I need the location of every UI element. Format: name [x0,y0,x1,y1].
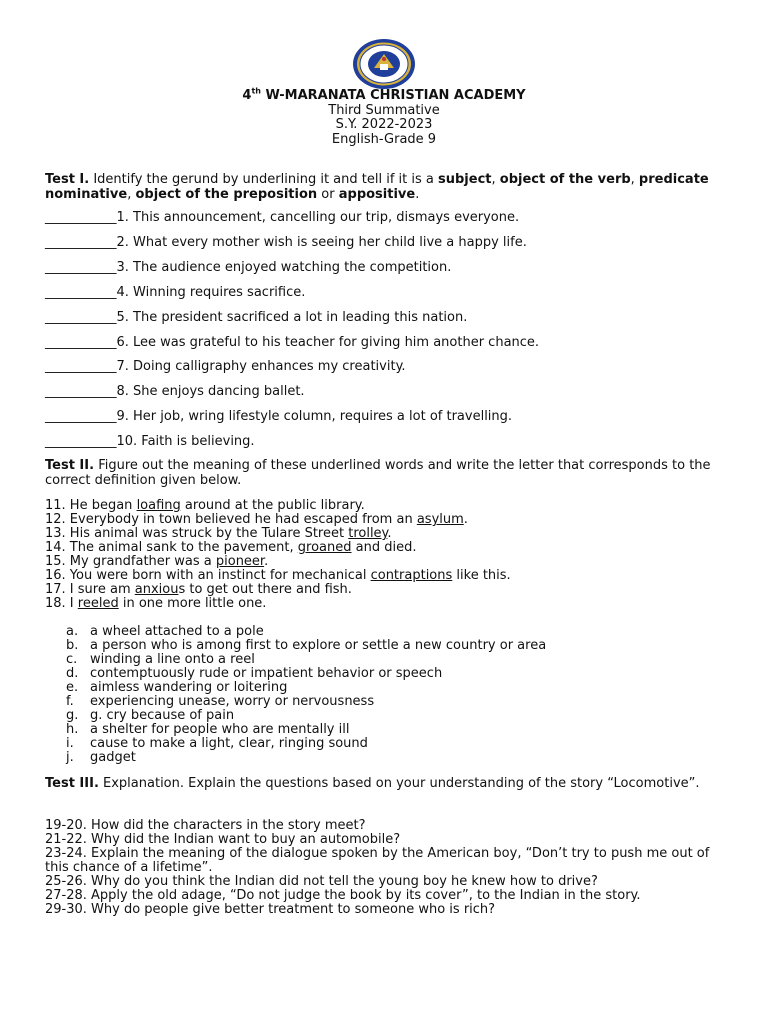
choice-item: e. aimless wandering or loitering [66,680,288,695]
test1-item: ___________5. The president sacrificed a lot in leading this nation. [45,310,468,325]
list-item: 11. He began loafing around at the public library. [45,498,365,513]
underlined-word: anxiou [134,582,179,597]
exam-title: Third Summative [328,102,440,118]
list-item: 15. My grandfather was a pioneer. [45,554,269,569]
list-item: 23-24. Explain the meaning of the dialogue spoken by the American boy, “Don’t try to push me out of this chance of a lifetime”. [45,846,710,875]
answer-blank[interactable]: ___________ [45,285,117,300]
answer-blank[interactable]: ___________ [45,384,117,399]
choice-item: a. a wheel attached to a pole [66,624,264,639]
underlined-word: contraptions [370,568,453,583]
answer-blank[interactable]: ___________ [45,434,117,449]
test1-item: ___________4. Winning requires sacrifice. [45,285,306,300]
list-item: 25-26. Why do you think the Indian did not tell the young boy he knew how to drive? [45,874,598,889]
choice-item: i. cause to make a light, clear, ringing sound [66,736,368,751]
underlined-word: groaned [297,540,352,555]
test1-item: ___________6. Lee was grateful to his teacher for giving him another chance. [45,335,540,350]
choice-item: h. a shelter for people who are mentally ill [66,722,350,737]
underlined-word: reeled [77,596,119,611]
answer-blank[interactable]: ___________ [45,260,117,275]
test2-instructions: Test II. Figure out the meaning of these underlined words and write the letter that corresponds to the correct definition given below. [45,458,711,488]
choice-item: c. winding a line onto a reel [66,652,255,667]
answer-blank[interactable]: ___________ [45,310,117,325]
test1-item: ___________2. What every mother wish is seeing her child live a happy life. [45,235,527,250]
answer-blank[interactable]: ___________ [45,409,117,424]
answer-blank[interactable]: ___________ [45,235,117,250]
list-item: 19-20. How did the characters in the story meet? [45,818,366,833]
answer-blank[interactable]: ___________ [45,359,117,374]
list-item: 21-22. Why did the Indian want to buy an automobile? [45,832,401,847]
school-year: S.Y. 2022-2023 [335,117,433,132]
test1-item: ___________3. The audience enjoyed watching the competition. [45,260,452,275]
test3-questions [45,819,725,917]
underlined-word: pioneer [215,554,265,569]
test1-item: ___________9. Her job, wring lifestyle column, requires a lot of travelling. [45,409,513,424]
test1-item: ___________7. Doing calligraphy enhances my creativity. [45,359,406,374]
underlined-word: trolley [348,526,388,541]
answer-blank[interactable]: ___________ [45,210,117,225]
test2-choices [66,625,706,765]
choice-item: g. g. cry because of pain [66,708,235,723]
test1-item: ___________1. This announcement, cancelling our trip, dismays everyone. [45,210,520,225]
list-item: 29-30. Why do people give better treatment to someone who is rich? [45,902,496,917]
list-item: 14. The animal sank to the pavement, groaned and died. [45,540,417,555]
school-seal-icon [352,38,416,90]
underlined-word: loafing [136,498,181,513]
list-item: 27-28. Apply the old adage, “Do not judge the book by its cover”, to the Indian in the story. [45,888,641,903]
choice-item: j. gadget [66,750,136,765]
test1-instructions: Test I. Identify the gerund by underlining it and tell if it is a subject, object of the verb, predicate nominative, object of the preposition or appositive. [45,172,709,202]
answer-blank[interactable]: ___________ [45,335,117,350]
test3-instructions: Test III. Explanation. Explain the questions based on your understanding of the story “Locomotive”. [45,776,700,791]
list-item: 13. His animal was struck by the Tulare Street trolley. [45,526,392,541]
list-item: 17. I sure am anxious to get out there and fish. [45,582,352,597]
list-item: 12. Everybody in town believed he had escaped from an asylum. [45,512,468,527]
test1-item: ___________8. She enjoys dancing ballet. [45,384,305,399]
subject-grade: English-Grade 9 [331,131,437,147]
school-name: 4th W-MARANATA CHRISTIAN ACADEMY [242,86,526,103]
list-item: 18. I reeled in one more little one. [45,596,267,611]
document-header [0,86,768,147]
test1-item: ___________10. Faith is believing. [45,434,255,449]
test2-items [45,499,725,611]
choice-item: f. experiencing unease, worry or nervousness [66,694,375,709]
choice-item: d. contemptuously rude or impatient behavior or speech [66,666,443,681]
list-item: 16. You were born with an instinct for mechanical contraptions like this. [45,568,511,583]
underlined-word: asylum [416,512,464,527]
choice-item: b. a person who is among first to explore or settle a new country or area [66,638,547,653]
